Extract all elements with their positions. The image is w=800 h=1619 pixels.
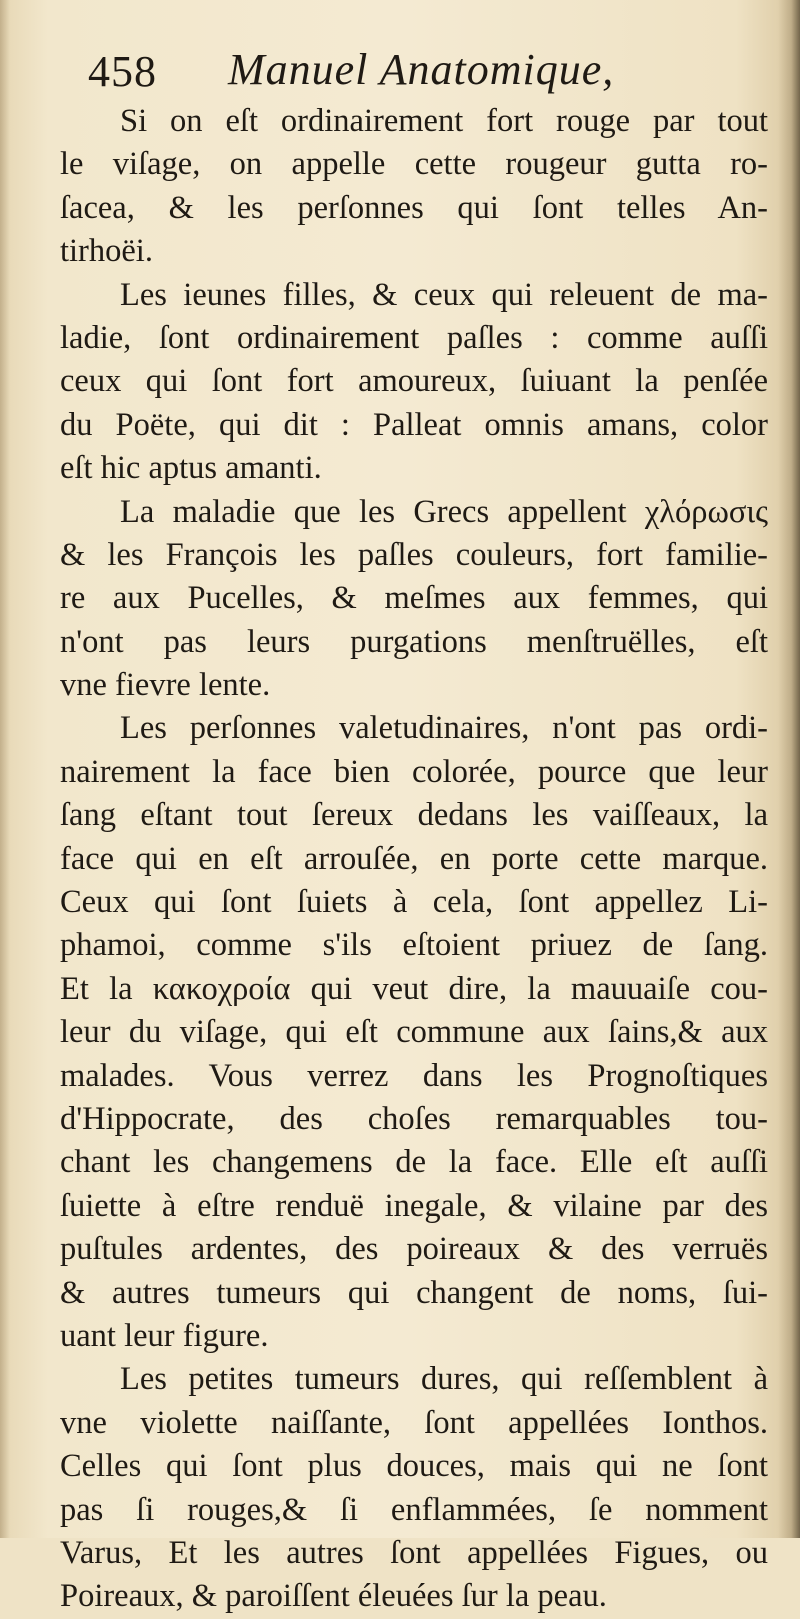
text-line: uant leur figure.: [60, 1317, 269, 1354]
text-line: vne fievre lente.: [60, 667, 271, 704]
running-head: Manuel Anatomique,: [228, 45, 615, 94]
text-line: ſacea, & les perſonnes qui ſont telles An-: [60, 189, 768, 226]
text-line: re aux Pucelles, & meſmes aux femmes, qui: [60, 580, 768, 617]
text-line: leur du viſage, qui eſt commune aux ſains,& aux: [60, 1014, 768, 1051]
text-line: ſang eſtant tout ſereux dedans les vaiſſeaux, la: [60, 797, 768, 834]
text-line: & les François les paſles couleurs, fort familie-: [60, 536, 768, 573]
text-line: Si on eſt ordinairement fort rouge par tout: [120, 103, 768, 139]
text-line: ladie, ſont ordinairement paſles : comme auſſi: [60, 319, 768, 356]
text-line: n'ont pas leurs purgations menſtruëlles, eſt: [60, 623, 768, 660]
text-line: Varus, Et les autres ſont appellées Figues, ou: [60, 1534, 768, 1571]
text-line: nairement la face bien colorée, pource que leur: [60, 753, 768, 790]
text-line: puſtules ardentes, des poireaux & des verruës: [60, 1231, 768, 1268]
text-line: La maladie que les Grecs appellent χλόρωσις: [120, 493, 768, 530]
text-line: le viſage, on appelle cette rougeur gutta ro-: [60, 146, 768, 183]
text-line: ſuiette à eſtre renduë inegale, & vilaine par des: [60, 1187, 768, 1224]
text-line: Celles qui ſont plus douces, mais qui ne ſont: [60, 1448, 768, 1485]
text-line: ceux qui ſont fort amoureux, ſuiuant la penſée: [60, 363, 768, 400]
page-spine-shadow: [778, 0, 800, 1538]
text-line: tirhoëi.: [60, 233, 153, 270]
page-number: 458: [88, 47, 157, 96]
text-line: d'Hippocrate, des choſes remarquables tou-: [60, 1100, 768, 1137]
text-line: Les ieunes filles, & ceux qui releuent de ma-: [120, 276, 768, 313]
text-line: Poireaux, & paroiſſent éleuées ſur la peau.: [60, 1578, 607, 1615]
text-line: Les perſonnes valetudinaires, n'ont pas ordi-: [120, 710, 768, 747]
text-line: Et la κακοχροία qui veut dire, la mauuaiſe cou-: [60, 970, 768, 1007]
text-line: pas ſi rouges,& ſi enflammées, ſe nomment: [60, 1491, 768, 1528]
page-left-edge-shadow: [0, 0, 10, 1538]
text-line: Les petites tumeurs dures, qui reſſemblent à: [120, 1361, 768, 1398]
text-line: malades. Vous verrez dans les Prognoſtiques: [60, 1057, 768, 1094]
text-line: eſt hic aptus amanti.: [60, 450, 322, 487]
body-text: [60, 100, 768, 1619]
text-line: face qui en eſt arrouſée, en porte cette marque.: [60, 840, 768, 877]
text-line: Ceux qui ſont ſuiets à cela, ſont appellez Li-: [60, 884, 768, 921]
page-header: [88, 40, 708, 100]
text-line: chant les changemens de la face. Elle eſt auſſi: [60, 1144, 768, 1181]
text-line: vne violette naiſſante, ſont appellées Ionthos.: [60, 1404, 768, 1441]
text-line: & autres tumeurs qui changent de noms, ſui-: [60, 1274, 768, 1311]
text-line: phamoi, comme s'ils eſtoient priuez de ſang.: [60, 927, 768, 964]
text-line: du Poëte, qui dit : Palleat omnis amans, color: [60, 406, 768, 443]
